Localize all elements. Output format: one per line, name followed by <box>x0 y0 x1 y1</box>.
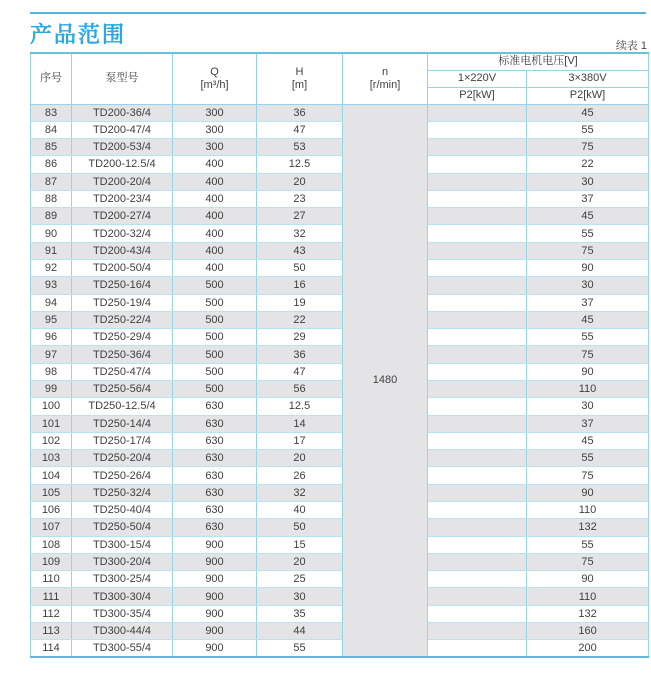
cell-flow: 500 <box>173 346 257 363</box>
table-row <box>31 156 649 173</box>
cell-p2-380: 37 <box>527 190 649 207</box>
cell-head: 35 <box>257 605 343 622</box>
cell-p2-380: 55 <box>527 536 649 553</box>
cell-model: TD250-20/4 <box>72 450 173 467</box>
cell-head: 27 <box>257 208 343 225</box>
cell-model: TD200-47/4 <box>72 121 173 138</box>
cell-serial: 113 <box>31 622 72 639</box>
cell-head: 55 <box>257 640 343 657</box>
table-row <box>31 640 649 657</box>
cell-p2-380: 160 <box>527 622 649 639</box>
cell-flow: 630 <box>173 415 257 432</box>
cell-model: TD300-25/4 <box>72 571 173 588</box>
cell-p2-220 <box>428 294 527 311</box>
cell-serial: 111 <box>31 588 72 605</box>
table-row <box>31 432 649 449</box>
cell-p2-220 <box>428 484 527 501</box>
cell-p2-220 <box>428 121 527 138</box>
cell-p2-220 <box>428 190 527 207</box>
col-header-voltage-group: 标准电机电压[V] <box>428 53 649 70</box>
table-row <box>31 571 649 588</box>
cell-head: 50 <box>257 260 343 277</box>
cell-model: TD250-32/4 <box>72 484 173 501</box>
table-row <box>31 242 649 259</box>
cell-p2-220 <box>428 622 527 639</box>
cell-head: 20 <box>257 553 343 570</box>
cell-flow: 300 <box>173 104 257 121</box>
cell-head: 30 <box>257 588 343 605</box>
cell-flow: 400 <box>173 173 257 190</box>
cell-model: TD250-36/4 <box>72 346 173 363</box>
cell-p2-220 <box>428 605 527 622</box>
cell-model: TD200-43/4 <box>72 242 173 259</box>
table-row <box>31 190 649 207</box>
cell-flow: 900 <box>173 622 257 639</box>
table-row <box>31 173 649 190</box>
cell-head: 44 <box>257 622 343 639</box>
cell-flow: 500 <box>173 311 257 328</box>
cell-model: TD250-22/4 <box>72 311 173 328</box>
cell-flow: 500 <box>173 329 257 346</box>
table-row <box>31 415 649 432</box>
cell-model: TD300-44/4 <box>72 622 173 639</box>
cell-p2-380: 75 <box>527 346 649 363</box>
cell-p2-380: 37 <box>527 294 649 311</box>
cell-head: 53 <box>257 139 343 156</box>
cell-head: 56 <box>257 381 343 398</box>
cell-p2-380: 90 <box>527 260 649 277</box>
cell-serial: 97 <box>31 346 72 363</box>
cell-head: 29 <box>257 329 343 346</box>
cell-model: TD250-50/4 <box>72 519 173 536</box>
cell-p2-220 <box>428 139 527 156</box>
cell-model: TD300-35/4 <box>72 605 173 622</box>
cell-p2-380: 22 <box>527 156 649 173</box>
cell-p2-380: 45 <box>527 104 649 121</box>
cell-p2-220 <box>428 363 527 380</box>
cell-flow: 900 <box>173 640 257 657</box>
cell-p2-380: 30 <box>527 398 649 415</box>
cell-serial: 88 <box>31 190 72 207</box>
cell-serial: 109 <box>31 553 72 570</box>
cell-p2-380: 45 <box>527 432 649 449</box>
col-header-p2-220: P2[kW] <box>428 87 527 104</box>
cell-head: 25 <box>257 571 343 588</box>
continuation-note: 续表 1 <box>615 40 647 52</box>
cell-p2-380: 75 <box>527 553 649 570</box>
cell-head: 16 <box>257 277 343 294</box>
cell-p2-220 <box>428 277 527 294</box>
cell-serial: 92 <box>31 260 72 277</box>
cell-serial: 108 <box>31 536 72 553</box>
cell-serial: 103 <box>31 450 72 467</box>
cell-head: 12.5 <box>257 398 343 415</box>
cell-model: TD250-47/4 <box>72 363 173 380</box>
cell-head: 32 <box>257 225 343 242</box>
table-row <box>31 381 649 398</box>
cell-p2-380: 55 <box>527 450 649 467</box>
cell-serial: 107 <box>31 519 72 536</box>
cell-p2-220 <box>428 225 527 242</box>
cell-flow: 400 <box>173 242 257 259</box>
cell-speed-merged: 1480 <box>343 104 428 657</box>
table-row <box>31 225 649 242</box>
cell-p2-380: 45 <box>527 208 649 225</box>
cell-flow: 630 <box>173 519 257 536</box>
cell-head: 20 <box>257 173 343 190</box>
cell-model: TD300-20/4 <box>72 553 173 570</box>
table-row <box>31 260 649 277</box>
cell-p2-220 <box>428 501 527 518</box>
table-row <box>31 346 649 363</box>
cell-p2-380: 132 <box>527 519 649 536</box>
col-header-flow <box>173 53 257 104</box>
cell-model: TD250-40/4 <box>72 501 173 518</box>
top-divider-rule <box>30 12 646 14</box>
cell-flow: 900 <box>173 536 257 553</box>
page-title: 产品范围 <box>30 22 127 47</box>
cell-flow: 900 <box>173 571 257 588</box>
cell-flow: 400 <box>173 208 257 225</box>
cell-serial: 89 <box>31 208 72 225</box>
table-row <box>31 311 649 328</box>
cell-p2-220 <box>428 553 527 570</box>
cell-model: TD250-26/4 <box>72 467 173 484</box>
cell-head: 17 <box>257 432 343 449</box>
table-row <box>31 622 649 639</box>
cell-head: 32 <box>257 484 343 501</box>
cell-model: TD200-50/4 <box>72 260 173 277</box>
table-row <box>31 467 649 484</box>
cell-serial: 90 <box>31 225 72 242</box>
cell-p2-380: 90 <box>527 363 649 380</box>
table-row <box>31 277 649 294</box>
cell-p2-380: 132 <box>527 605 649 622</box>
cell-p2-380: 75 <box>527 467 649 484</box>
col-header-speed-symbol: n <box>381 65 389 78</box>
cell-model: TD250-56/4 <box>72 381 173 398</box>
cell-head: 40 <box>257 501 343 518</box>
cell-serial: 86 <box>31 156 72 173</box>
cell-p2-220 <box>428 519 527 536</box>
col-header-model: 泵型号 <box>72 53 173 104</box>
cell-head: 47 <box>257 363 343 380</box>
cell-p2-220 <box>428 208 527 225</box>
cell-flow: 400 <box>173 260 257 277</box>
col-header-speed <box>343 53 428 104</box>
cell-head: 14 <box>257 415 343 432</box>
cell-serial: 105 <box>31 484 72 501</box>
cell-p2-220 <box>428 415 527 432</box>
cell-p2-380: 30 <box>527 277 649 294</box>
col-header-p2-380: P2[kW] <box>527 87 649 104</box>
cell-serial: 104 <box>31 467 72 484</box>
cell-flow: 630 <box>173 484 257 501</box>
cell-flow: 500 <box>173 294 257 311</box>
cell-serial: 112 <box>31 605 72 622</box>
cell-model: TD200-32/4 <box>72 225 173 242</box>
cell-p2-220 <box>428 242 527 259</box>
cell-flow: 400 <box>173 156 257 173</box>
cell-flow: 900 <box>173 588 257 605</box>
cell-p2-220 <box>428 329 527 346</box>
table-row <box>31 208 649 225</box>
cell-flow: 630 <box>173 467 257 484</box>
table-body <box>31 104 649 657</box>
cell-p2-380: 110 <box>527 588 649 605</box>
cell-serial: 114 <box>31 640 72 657</box>
cell-model: TD200-36/4 <box>72 104 173 121</box>
table-row <box>31 536 649 553</box>
cell-p2-380: 45 <box>527 311 649 328</box>
cell-flow: 400 <box>173 225 257 242</box>
cell-p2-220 <box>428 536 527 553</box>
cell-p2-220 <box>428 173 527 190</box>
cell-p2-380: 37 <box>527 415 649 432</box>
cell-head: 19 <box>257 294 343 311</box>
cell-p2-220 <box>428 156 527 173</box>
cell-model: TD200-12.5/4 <box>72 156 173 173</box>
col-header-head <box>257 53 343 104</box>
table-row <box>31 363 649 380</box>
cell-flow: 900 <box>173 605 257 622</box>
cell-p2-220 <box>428 640 527 657</box>
cell-flow: 500 <box>173 363 257 380</box>
cell-head: 26 <box>257 467 343 484</box>
cell-p2-220 <box>428 346 527 363</box>
cell-p2-220 <box>428 588 527 605</box>
cell-p2-220 <box>428 467 527 484</box>
cell-p2-220 <box>428 450 527 467</box>
cell-serial: 101 <box>31 415 72 432</box>
table-row <box>31 484 649 501</box>
cell-p2-380: 75 <box>527 139 649 156</box>
table-row <box>31 139 649 156</box>
cell-flow: 900 <box>173 553 257 570</box>
cell-p2-380: 30 <box>527 173 649 190</box>
cell-p2-220 <box>428 398 527 415</box>
cell-serial: 84 <box>31 121 72 138</box>
cell-p2-220 <box>428 260 527 277</box>
cell-p2-380: 200 <box>527 640 649 657</box>
cell-serial: 106 <box>31 501 72 518</box>
cell-serial: 85 <box>31 139 72 156</box>
cell-model: TD200-27/4 <box>72 208 173 225</box>
cell-model: TD300-55/4 <box>72 640 173 657</box>
cell-flow: 300 <box>173 139 257 156</box>
table-row <box>31 553 649 570</box>
table-row <box>31 104 649 121</box>
cell-model: TD250-17/4 <box>72 432 173 449</box>
cell-model: TD300-15/4 <box>72 536 173 553</box>
cell-p2-220 <box>428 104 527 121</box>
col-header-flow-unit: [m³/h] <box>200 78 229 91</box>
cell-model: TD250-12.5/4 <box>72 398 173 415</box>
col-header-flow-symbol: Q <box>210 65 219 78</box>
cell-p2-380: 55 <box>527 225 649 242</box>
table-row <box>31 519 649 536</box>
cell-model: TD200-23/4 <box>72 190 173 207</box>
cell-p2-380: 110 <box>527 501 649 518</box>
col-header-380v: 3×380V <box>527 70 649 87</box>
cell-p2-220 <box>428 571 527 588</box>
cell-p2-220 <box>428 432 527 449</box>
cell-flow: 630 <box>173 432 257 449</box>
cell-serial: 102 <box>31 432 72 449</box>
product-range-table <box>30 52 649 658</box>
cell-model: TD250-16/4 <box>72 277 173 294</box>
table-row <box>31 501 649 518</box>
cell-head: 47 <box>257 121 343 138</box>
cell-model: TD300-30/4 <box>72 588 173 605</box>
cell-head: 36 <box>257 346 343 363</box>
cell-serial: 96 <box>31 329 72 346</box>
header-row-1 <box>31 53 649 70</box>
cell-head: 22 <box>257 311 343 328</box>
cell-model: TD250-29/4 <box>72 329 173 346</box>
cell-flow: 500 <box>173 381 257 398</box>
cell-serial: 87 <box>31 173 72 190</box>
cell-flow: 630 <box>173 450 257 467</box>
col-header-head-symbol: H <box>295 65 304 78</box>
cell-flow: 630 <box>173 501 257 518</box>
table-row <box>31 605 649 622</box>
cell-flow: 300 <box>173 121 257 138</box>
cell-head: 36 <box>257 104 343 121</box>
cell-p2-380: 75 <box>527 242 649 259</box>
table-row <box>31 294 649 311</box>
cell-flow: 400 <box>173 190 257 207</box>
cell-serial: 94 <box>31 294 72 311</box>
cell-model: TD200-20/4 <box>72 173 173 190</box>
cell-head: 12.5 <box>257 156 343 173</box>
cell-head: 23 <box>257 190 343 207</box>
cell-serial: 95 <box>31 311 72 328</box>
col-header-220v: 1×220V <box>428 70 527 87</box>
cell-head: 15 <box>257 536 343 553</box>
cell-serial: 99 <box>31 381 72 398</box>
col-header-speed-unit: [r/min] <box>369 78 401 91</box>
cell-p2-380: 90 <box>527 484 649 501</box>
cell-flow: 500 <box>173 277 257 294</box>
cell-p2-220 <box>428 311 527 328</box>
table-row <box>31 588 649 605</box>
cell-p2-380: 110 <box>527 381 649 398</box>
cell-head: 50 <box>257 519 343 536</box>
table-row <box>31 398 649 415</box>
col-header-serial: 序号 <box>31 53 72 104</box>
cell-model: TD250-14/4 <box>72 415 173 432</box>
cell-serial: 98 <box>31 363 72 380</box>
table-row <box>31 450 649 467</box>
cell-model: TD250-19/4 <box>72 294 173 311</box>
cell-p2-380: 55 <box>527 329 649 346</box>
table-header <box>31 53 649 104</box>
cell-serial: 83 <box>31 104 72 121</box>
cell-serial: 93 <box>31 277 72 294</box>
cell-serial: 100 <box>31 398 72 415</box>
cell-serial: 110 <box>31 571 72 588</box>
table-row <box>31 121 649 138</box>
table-row <box>31 329 649 346</box>
col-header-head-unit: [m] <box>291 78 308 91</box>
cell-flow: 630 <box>173 398 257 415</box>
cell-p2-220 <box>428 381 527 398</box>
cell-head: 20 <box>257 450 343 467</box>
cell-model: TD200-53/4 <box>72 139 173 156</box>
cell-p2-380: 55 <box>527 121 649 138</box>
cell-p2-380: 90 <box>527 571 649 588</box>
cell-serial: 91 <box>31 242 72 259</box>
cell-head: 43 <box>257 242 343 259</box>
